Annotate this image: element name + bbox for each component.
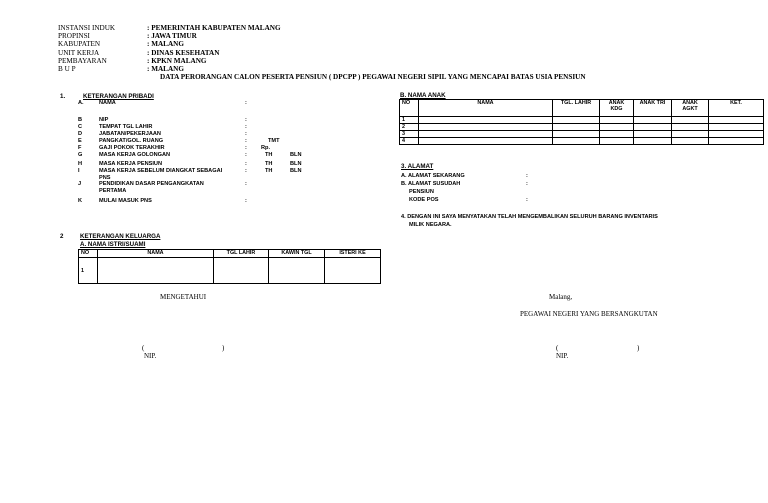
section1-number: 1. [60, 93, 66, 100]
alamat-susudah-colon: : [526, 181, 528, 187]
spouse-col-tgl-lahir: TGL LAHIR [214, 250, 269, 258]
table-row: 2 [400, 124, 764, 131]
header-row-instansi: INSTANSI INDUK : PEMERINTAH KABUPATEN MALANG [58, 24, 281, 32]
header-row-unit-kerja: UNIT KERJA : DINAS KESEHATAN [58, 48, 220, 57]
table-row: 1 [400, 117, 764, 124]
spouse-table-header [79, 250, 381, 258]
children-col-tgl-lahir: TGL. LAHIR [553, 100, 600, 117]
statement-line1: 4. DENGAN INI SAYA MENYATAKAN TELAH MENGEMBALIKAN SELURUH BARANG INVENTARIS [401, 214, 658, 220]
header-row-kabupaten: KABUPATEN : MALANG [58, 40, 184, 49]
children-col-ket: KET. [709, 100, 764, 117]
section1-title: KETERANGAN PRIBADI [83, 93, 154, 100]
spouse-col-isteri-ke: ISTERI KE [325, 250, 381, 258]
section2-title: KETERANGAN KELUARGA [80, 233, 161, 240]
signature-right-nip: NIP. [556, 352, 569, 360]
header-row-propinsi: PROPINSI : JAWA TIMUR [58, 32, 197, 41]
alamat-sekarang-colon: : [526, 173, 528, 179]
table-row: 3 [400, 131, 764, 138]
children-table [399, 99, 764, 145]
children-table-header [400, 100, 764, 117]
children-col-anak-kdg: ANAK KDG [600, 100, 634, 117]
kode-pos-label: KODE POS [409, 197, 439, 203]
document-title: DATA PERORANGAN CALON PESERTA PENSIUN ( DPCPP ) PEGAWAI NEGERI SIPIL YANG MENCAPAI BATAS USIA PENSIUN [160, 73, 586, 81]
alamat-title: 3. ALAMAT [401, 163, 434, 170]
children-col-nama: NAMA [419, 100, 553, 117]
signature-left-title: MENGETAHUI [160, 293, 207, 301]
anak-title: B. NAMA ANAK [400, 92, 446, 99]
signature-left-nip: NIP. [144, 352, 157, 360]
header-row-pembayaran: PEMBAYARAN : KPKN MALANG [58, 56, 207, 65]
signature-right-paren-open: ( [556, 344, 559, 352]
statement-line2: MILIK NEGARA. [409, 222, 452, 228]
children-col-no: NO [400, 100, 419, 117]
children-col-anak-tri: ANAK TRI [634, 100, 672, 117]
spouse-col-nama: NAMA [98, 250, 214, 258]
header-block [58, 24, 281, 73]
signature-left-paren-close: ) [222, 344, 225, 352]
spouse-col-kawin-tgl: KAWIN TGL [269, 250, 325, 258]
alamat-pensiun-label: PENSIUN [409, 189, 434, 195]
header-row-bup: B U P : MALANG [58, 65, 184, 74]
table-row: 1 [79, 258, 381, 284]
table-row: 4 [400, 138, 764, 145]
children-col-anak-agkt: ANAK AGKT [672, 100, 709, 117]
spouse-col-no: NO [79, 250, 98, 258]
signature-left-paren-open: ( [142, 344, 145, 352]
alamat-susudah-label: B. ALAMAT SUSUDAH [401, 181, 461, 187]
kode-pos-colon: : [526, 197, 528, 203]
signature-right-place: Malang, [549, 293, 573, 301]
section2-subtitle: A. NAMA ISTRI/SUAMI [80, 241, 146, 248]
signature-right-title: PEGAWAI NEGERI YANG BERSANGKUTAN [520, 310, 658, 318]
section2-number: 2 [60, 233, 64, 240]
alamat-sekarang-label: A. ALAMAT SEKARANG [401, 173, 465, 179]
signature-right-paren-close: ) [637, 344, 640, 352]
spouse-table [78, 249, 381, 284]
